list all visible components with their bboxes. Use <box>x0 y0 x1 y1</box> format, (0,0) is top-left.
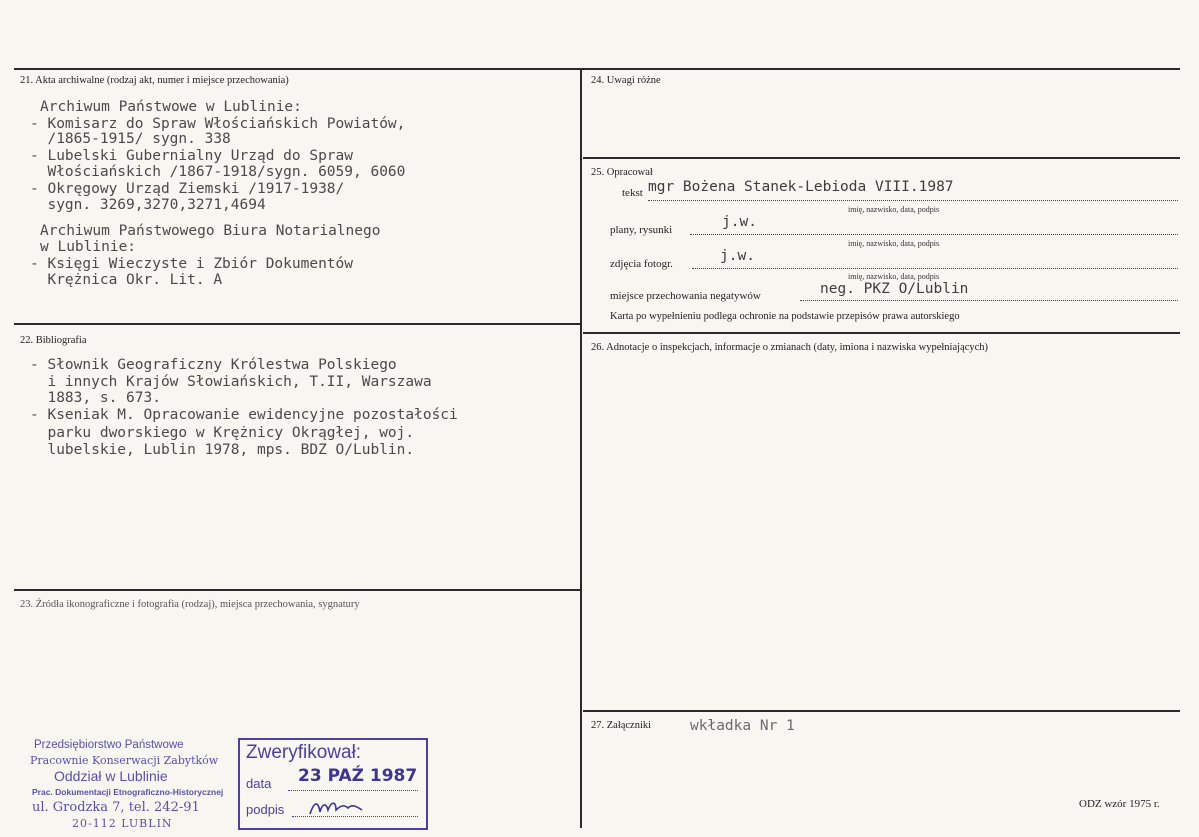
signature-icon <box>306 796 366 820</box>
miejsce-value: neg. PKZ O/Lublin <box>820 281 969 297</box>
rule-22-23 <box>14 589 580 591</box>
form-code: ODZ wzór 1975 r. <box>1079 798 1160 810</box>
section-22-header: 22. Bibliografia <box>20 335 87 346</box>
tekst-dotted-line <box>648 200 1178 201</box>
institution-stamp <box>24 737 244 833</box>
bibliography-line: - Słownik Geograficzny Królestwa Polskiego <box>30 357 397 373</box>
verified-signature-label: podpis <box>246 802 285 817</box>
stamp-line: 20-112 LUBLIN <box>72 817 173 830</box>
stamp-line: Oddział w Lublinie <box>54 768 168 784</box>
verified-date-label: data <box>246 776 272 791</box>
archive-line: Archiwum Państwowego Biura Notarialnego <box>40 223 381 239</box>
archive-line: Włościańskich /1867-1918/sygn. 6059, 6060 <box>30 164 406 180</box>
section-26-header: 26. Adnotacje o inspekcjach, informacje o zmianach (daty, imiona i nazwiska wypełniających) <box>591 342 989 353</box>
archive-line: - Lubelski Gubernialny Urząd do Spraw <box>30 148 354 164</box>
archive-line: - Komisarz do Spraw Włościańskich Powiatów, <box>30 116 406 132</box>
top-rule <box>14 68 1180 70</box>
stamp-line: Pracownie Konserwacji Zabytków <box>30 754 219 767</box>
tekst-caption: imię, nazwisko, data, podpis <box>848 205 940 214</box>
plany-label: plany, rysunki <box>610 224 673 236</box>
miejsce-label: miejsce przechowania negatywów <box>610 290 761 302</box>
plany-dotted-line <box>690 234 1178 235</box>
section-27-header: 27. Załączniki <box>591 720 652 731</box>
rule-24-25 <box>583 157 1180 159</box>
zdjecia-label: zdjęcia fotogr. <box>610 258 673 270</box>
zdjecia-value: j.w. <box>720 248 755 264</box>
tekst-label: tekst <box>622 187 643 199</box>
archive-line: Archiwum Państwowe w Lublinie: <box>40 99 302 115</box>
section-25-header: 25. Opracował <box>591 167 653 178</box>
bibliography-line: 1883, s. 673. <box>30 390 161 406</box>
plany-value: j.w. <box>722 214 757 230</box>
section-24-header: 24. Uwagi różne <box>591 75 661 86</box>
tekst-value: mgr Bożena Stanek-Lebioda VIII.1987 <box>648 179 954 195</box>
stamp-line: Przedsiębiorstwo Państwowe <box>34 739 184 751</box>
center-divider <box>580 68 582 828</box>
miejsce-dotted-line <box>800 300 1178 301</box>
bibliography-line: - Kseniak M. Opracowanie ewidencyjne pozostałości <box>30 407 458 423</box>
copyright-note: Karta po wypełnieniu podlega ochronie na podstawie przepisów prawa autorskiego <box>610 311 960 322</box>
verified-title: Zweryfikował: <box>246 742 362 763</box>
rule-26-27 <box>583 710 1180 712</box>
section-21-header: 21. Akta archiwalne (rodzaj akt, numer i miejsce przechowania) <box>20 75 289 86</box>
attachments-value: wkładka Nr 1 <box>690 718 795 734</box>
verified-date-value: 23 PAŹ 1987 <box>298 766 418 786</box>
plany-caption: imię, nazwisko, data, podpis <box>848 239 940 248</box>
zdjecia-caption: imię, nazwisko, data, podpis <box>848 272 940 281</box>
rule-25-26 <box>583 332 1180 334</box>
zdjecia-dotted-line <box>692 268 1178 269</box>
archive-line: sygn. 3269,3270,3271,4694 <box>30 197 266 213</box>
bibliography-line: lubelskie, Lublin 1978, mps. BDZ O/Lublin. <box>30 442 415 458</box>
archive-line: /1865-1915/ sygn. 338 <box>30 131 231 147</box>
section-23-header: 23. Źródła ikonograficzne i fotografia (rodzaj), miejsca przechowania, sygnatury <box>20 599 360 610</box>
archive-line: - Okręgowy Urząd Ziemski /1917-1938/ <box>30 181 345 197</box>
bibliography-line: i innych Krajów Słowiańskich, T.II, Warszawa <box>30 374 432 390</box>
bibliography-line: parku dworskiego w Krężnicy Okrągłej, woj. <box>30 425 415 441</box>
stamp-line: ul. Grodzka 7, tel. 242-91 <box>32 800 200 815</box>
archive-line: - Księgi Wieczyste i Zbiór Dokumentów <box>30 256 354 272</box>
archive-line: Krężnica Okr. Lit. A <box>30 272 223 288</box>
verification-stamp <box>238 738 428 830</box>
verified-date-line <box>288 790 418 791</box>
stamp-line: Prac. Dokumentacji Etnograficzno-Historycznej <box>32 787 224 797</box>
archive-line: w Lublinie: <box>40 239 137 255</box>
rule-21-22 <box>14 323 580 325</box>
